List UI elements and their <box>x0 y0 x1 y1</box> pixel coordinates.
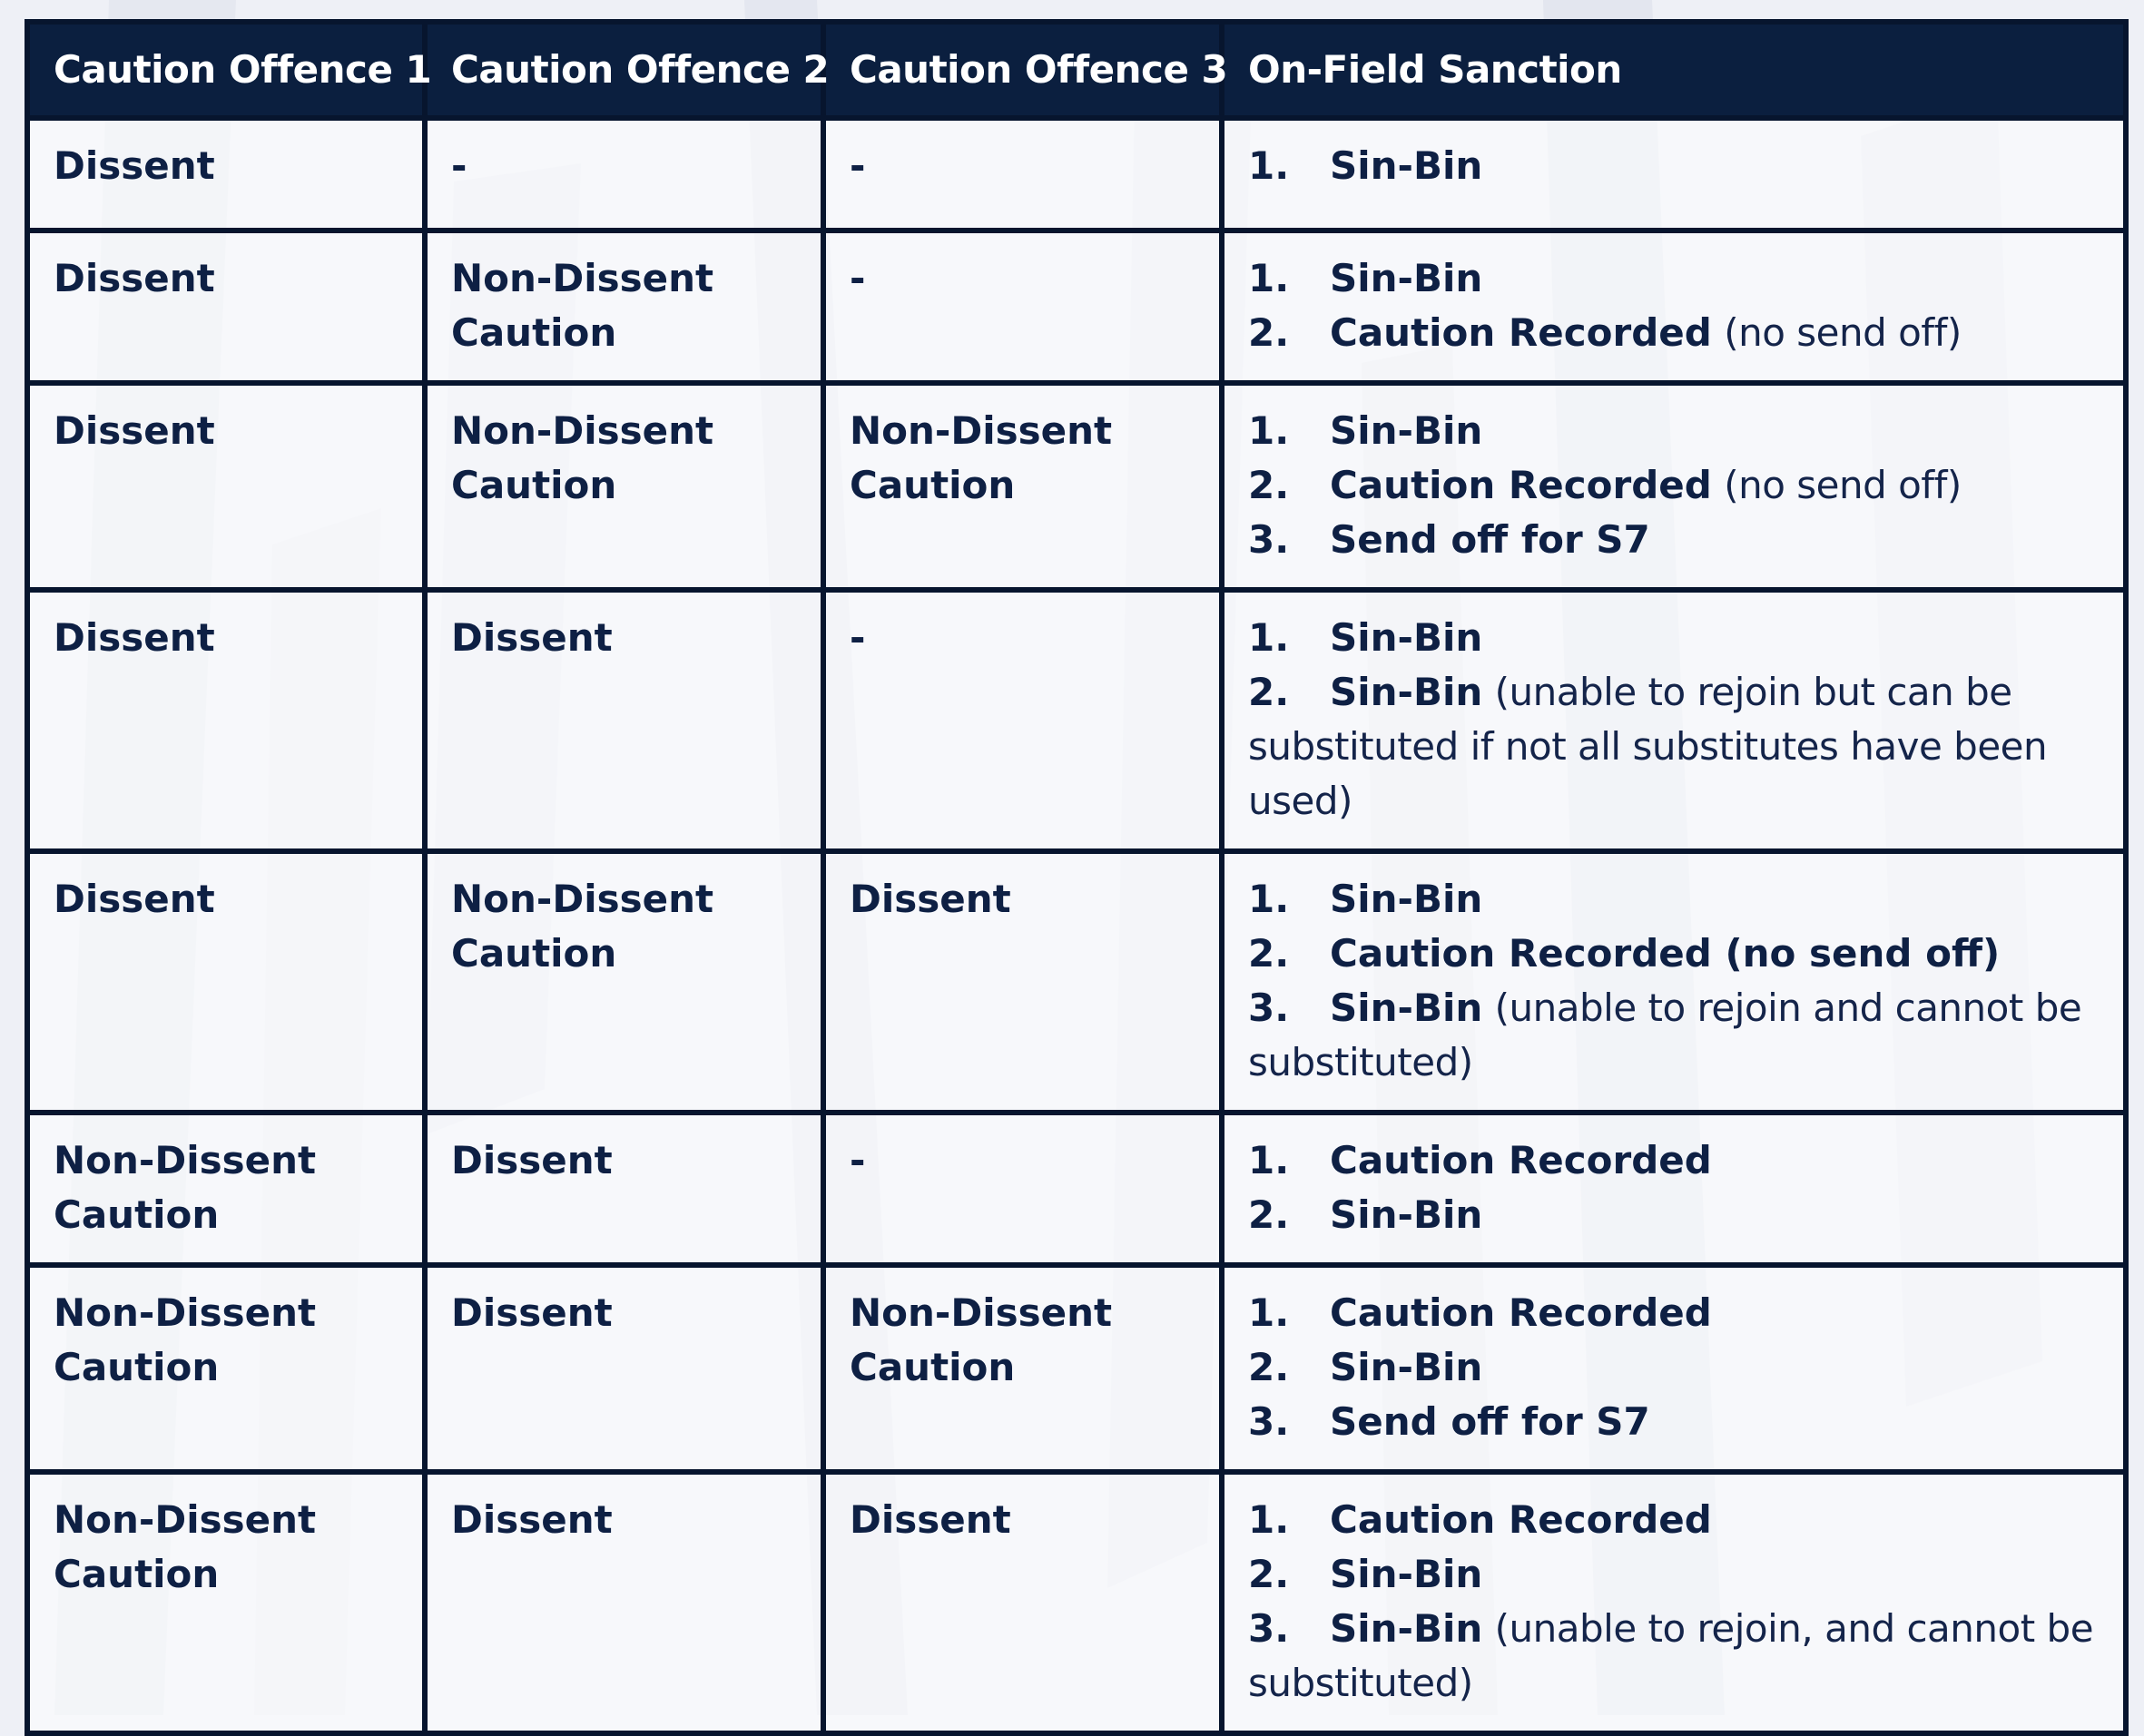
sanction-step-number: 1. <box>1248 1138 1290 1182</box>
sanction-step-label: Caution Recorded <box>1330 1497 1712 1542</box>
sanction-step-number: 3. <box>1248 517 1290 562</box>
header-caution-offence-2: Caution Offence 2 <box>425 22 823 118</box>
sanction-step <box>1248 927 2100 981</box>
sanction-step <box>1248 1133 2100 1188</box>
table-row <box>27 851 2126 1113</box>
sanction-step <box>1248 1547 2100 1602</box>
table-row <box>27 383 2126 590</box>
sanction-step <box>1248 872 2100 927</box>
sanction-step-number: 2. <box>1248 670 1290 714</box>
caution-offence-2-cell: Dissent <box>425 1472 823 1733</box>
caution-offence-2-cell: Dissent <box>425 1113 823 1265</box>
sanction-step-label: Send off for S7 <box>1330 1399 1650 1444</box>
sanction-step-number: 1. <box>1248 1290 1290 1335</box>
caution-offence-3-cell: - <box>823 118 1222 230</box>
sanction-step-note: (unable to rejoin and cannot be substituted) <box>1248 986 2082 1084</box>
sanction-step-label: Sin-Bin <box>1330 1345 1483 1389</box>
sanction-step <box>1248 458 2100 513</box>
caution-offence-1-cell: Dissent <box>27 230 425 383</box>
sanction-step-label: Sin-Bin <box>1330 670 1483 714</box>
on-field-sanction-cell <box>1222 230 2126 383</box>
sanction-step-label: Sin-Bin <box>1330 877 1483 921</box>
caution-offence-2-cell: Non-Dissent Caution <box>425 383 823 590</box>
table-row <box>27 1265 2126 1472</box>
on-field-sanction-cell <box>1222 118 2126 230</box>
table-row <box>27 1113 2126 1265</box>
sanction-step-label: Sin-Bin <box>1330 143 1483 188</box>
caution-offence-2-cell: Non-Dissent Caution <box>425 230 823 383</box>
sanction-step <box>1248 611 2100 665</box>
sanction-step-label: Caution Recorded (no send off) <box>1330 931 2001 976</box>
sanction-step-number: 1. <box>1248 877 1290 921</box>
sanction-step-number: 1. <box>1248 408 1290 453</box>
caution-offence-3-cell: Non-Dissent Caution <box>823 1265 1222 1472</box>
sanction-step-note: (no send off) <box>1724 463 1962 507</box>
table-row <box>27 230 2126 383</box>
sanction-table <box>25 19 2129 1736</box>
sanction-step <box>1248 1188 2100 1242</box>
sanction-step-note: (unable to rejoin, and cannot be substituted) <box>1248 1606 2094 1705</box>
sanction-step <box>1248 1493 2100 1547</box>
sanction-step-label: Sin-Bin <box>1330 1552 1483 1596</box>
sanction-table-wrapper <box>25 19 2123 1736</box>
sanction-step-number: 2. <box>1248 931 1290 976</box>
caution-offence-1-cell: Non-Dissent Caution <box>27 1113 425 1265</box>
sanction-step <box>1248 1395 2100 1449</box>
header-on-field-sanction: On-Field Sanction <box>1222 22 2126 118</box>
sanction-step-label: Caution Recorded <box>1330 310 1712 355</box>
caution-offence-3-cell: - <box>823 230 1222 383</box>
sanction-step-number: 2. <box>1248 463 1290 507</box>
on-field-sanction-cell <box>1222 590 2126 851</box>
header-caution-offence-1: Caution Offence 1 <box>27 22 425 118</box>
sanction-step-label: Caution Recorded <box>1330 463 1712 507</box>
sanction-step <box>1248 1602 2100 1711</box>
caution-offence-1-cell: Dissent <box>27 590 425 851</box>
caution-offence-1-cell: Dissent <box>27 118 425 230</box>
caution-offence-1-cell: Non-Dissent Caution <box>27 1265 425 1472</box>
sanction-step-label: Caution Recorded <box>1330 1290 1712 1335</box>
sanction-step-label: Sin-Bin <box>1330 1606 1483 1651</box>
sanction-step-number: 2. <box>1248 1192 1290 1237</box>
caution-offence-3-cell: - <box>823 1113 1222 1265</box>
sanction-step-number: 2. <box>1248 1552 1290 1596</box>
table-row <box>27 590 2126 851</box>
sanction-step <box>1248 404 2100 458</box>
caution-offence-2-cell: Dissent <box>425 590 823 851</box>
sanction-step <box>1248 665 2100 829</box>
sanction-step-note: (unable to rejoin but can be substituted if not all substitutes have been used) <box>1248 670 2048 823</box>
sanction-step-number: 3. <box>1248 1399 1290 1444</box>
sanction-step-label: Sin-Bin <box>1330 615 1483 660</box>
on-field-sanction-cell <box>1222 1265 2126 1472</box>
caution-offence-2-cell: - <box>425 118 823 230</box>
sanction-step <box>1248 139 2100 193</box>
sanction-step <box>1248 306 2100 360</box>
sanction-step-label: Sin-Bin <box>1330 986 1483 1030</box>
sanction-step-label: Sin-Bin <box>1330 1192 1483 1237</box>
sanction-step-number: 3. <box>1248 1606 1290 1651</box>
sanction-step-number: 2. <box>1248 1345 1290 1389</box>
sanction-step-number: 1. <box>1248 1497 1290 1542</box>
sanction-step-number: 1. <box>1248 143 1290 188</box>
on-field-sanction-cell <box>1222 1113 2126 1265</box>
sanction-step-number: 3. <box>1248 986 1290 1030</box>
caution-offence-2-cell: Non-Dissent Caution <box>425 851 823 1113</box>
sanction-step <box>1248 251 2100 306</box>
caution-offence-2-cell: Dissent <box>425 1265 823 1472</box>
table-row <box>27 118 2126 230</box>
sanction-step-number: 1. <box>1248 615 1290 660</box>
sanction-step-label: Caution Recorded <box>1330 1138 1712 1182</box>
caution-offence-1-cell: Dissent <box>27 383 425 590</box>
on-field-sanction-cell <box>1222 383 2126 590</box>
caution-offence-3-cell: Dissent <box>823 1472 1222 1733</box>
caution-offence-3-cell: Non-Dissent Caution <box>823 383 1222 590</box>
sanction-step <box>1248 1340 2100 1395</box>
table-row <box>27 1472 2126 1733</box>
sanction-step-note: (no send off) <box>1724 310 1962 355</box>
sanction-step <box>1248 981 2100 1090</box>
sanction-step-label: Sin-Bin <box>1330 408 1483 453</box>
caution-offence-3-cell: - <box>823 590 1222 851</box>
sanction-step-number: 2. <box>1248 310 1290 355</box>
caution-offence-1-cell: Non-Dissent Caution <box>27 1472 425 1733</box>
header-caution-offence-3: Caution Offence 3 <box>823 22 1222 118</box>
on-field-sanction-cell <box>1222 851 2126 1113</box>
caution-offence-3-cell: Dissent <box>823 851 1222 1113</box>
sanction-step-label: Send off for S7 <box>1330 517 1650 562</box>
sanction-step-number: 1. <box>1248 256 1290 300</box>
header-row <box>27 22 2126 118</box>
on-field-sanction-cell <box>1222 1472 2126 1733</box>
sanction-step <box>1248 1286 2100 1340</box>
caution-offence-1-cell: Dissent <box>27 851 425 1113</box>
sanction-step-label: Sin-Bin <box>1330 256 1483 300</box>
sanction-step <box>1248 513 2100 567</box>
